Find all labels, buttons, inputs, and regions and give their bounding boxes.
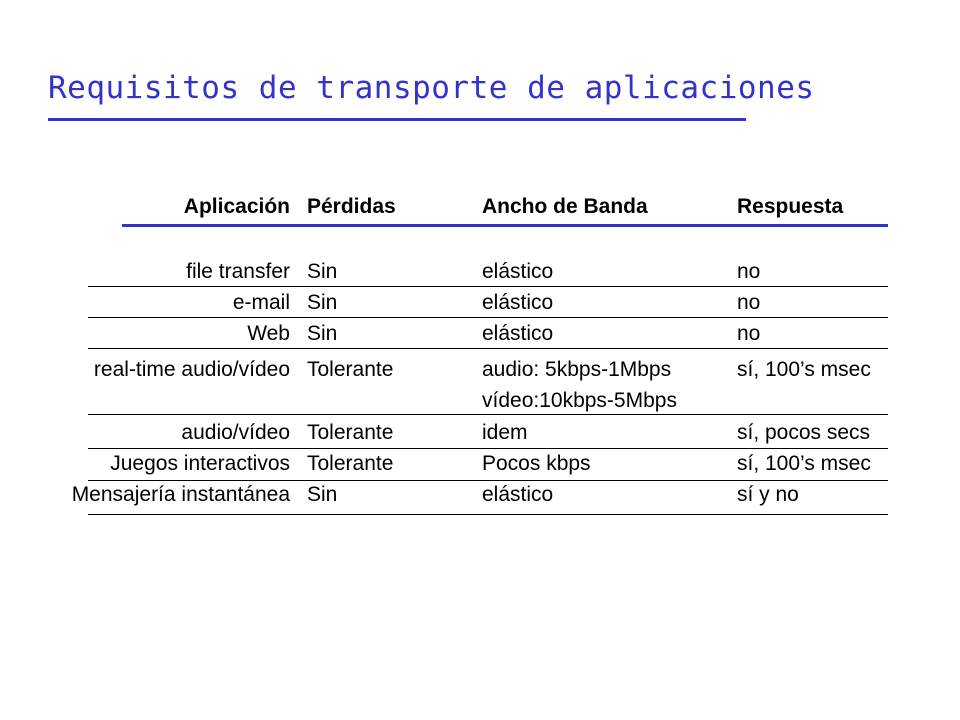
header-response: Respuesta (737, 195, 844, 218)
title-underline (48, 118, 746, 121)
cell-loss: Tolerante (307, 452, 394, 475)
cell-bandwidth-line2: vídeo:10kbps-5Mbps (482, 389, 677, 412)
cell-bandwidth: elástico (482, 260, 554, 283)
cell-response: sí y no (737, 483, 799, 506)
cell-loss: Sin (307, 260, 338, 283)
cell-response: sí, pocos secs (737, 421, 871, 444)
row-divider (88, 514, 888, 515)
cell-bandwidth: elástico (482, 483, 554, 506)
slide-title: Requisitos de transporte de aplicaciones (48, 70, 815, 106)
cell-application: real-time audio/vídeo (93, 358, 290, 381)
cell-bandwidth: Pocos kbps (482, 452, 591, 475)
cell-response: no (737, 322, 761, 345)
row-divider (88, 286, 888, 287)
cell-loss: Tolerante (307, 358, 394, 381)
cell-bandwidth: audio: 5kbps-1Mbps (482, 358, 672, 381)
header-loss: Pérdidas (307, 195, 396, 218)
cell-application: audio/vídeo (181, 421, 290, 444)
cell-response: sí, 100’s msec (737, 358, 871, 381)
header-application: Aplicación (183, 195, 290, 218)
cell-bandwidth: idem (482, 421, 528, 444)
cell-loss: Sin (307, 291, 338, 314)
cell-response: sí, 100’s msec (737, 452, 871, 475)
cell-loss: Sin (307, 483, 338, 506)
header-bandwidth: Ancho de Banda (482, 195, 648, 218)
cell-application: file transfer (186, 260, 290, 283)
row-divider (88, 448, 888, 449)
cell-application: Mensajería instantánea (71, 483, 290, 506)
cell-response: no (737, 291, 761, 314)
cell-application: Juegos interactivos (110, 452, 290, 475)
row-divider (88, 317, 888, 318)
row-divider (88, 480, 888, 481)
header-rule (122, 224, 888, 227)
cell-application: e-mail (232, 291, 290, 314)
cell-bandwidth: elástico (482, 322, 554, 345)
cell-bandwidth: elástico (482, 291, 554, 314)
row-divider (88, 348, 888, 349)
cell-response: no (737, 260, 761, 283)
row-divider (88, 414, 888, 415)
cell-application: Web (247, 322, 290, 345)
cell-loss: Sin (307, 322, 338, 345)
cell-loss: Tolerante (307, 421, 394, 444)
